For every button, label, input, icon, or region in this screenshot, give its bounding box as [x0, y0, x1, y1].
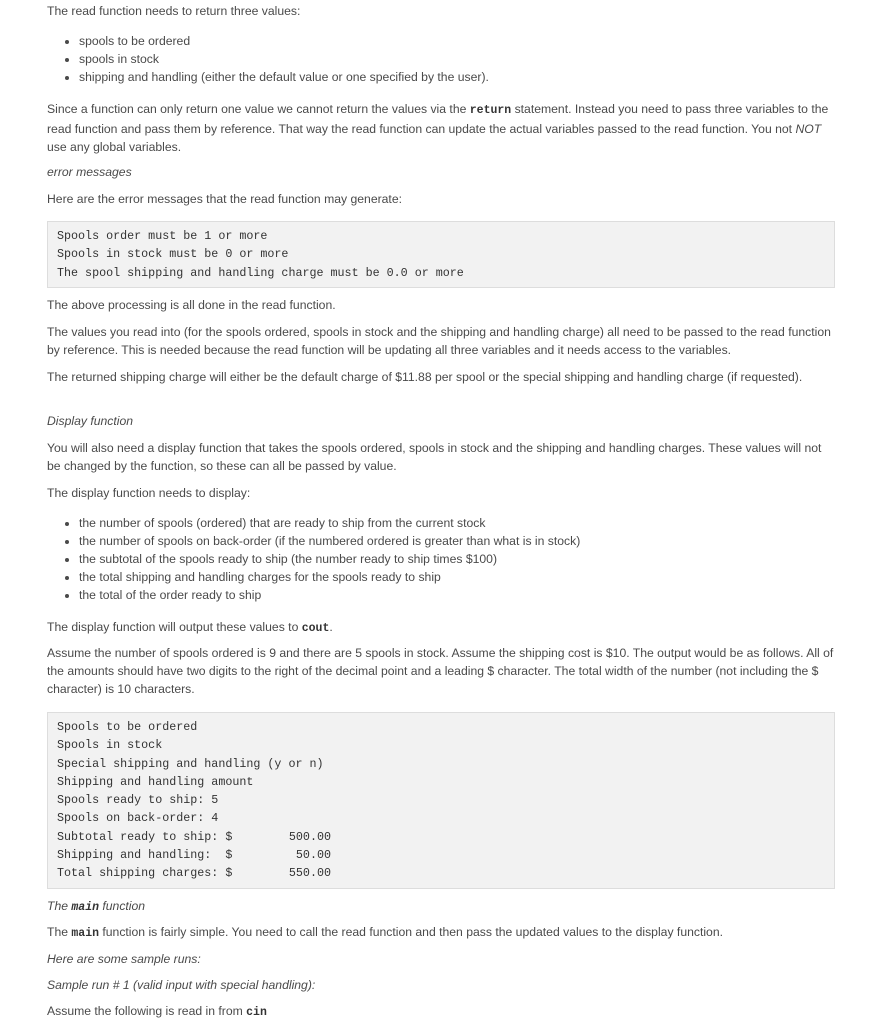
code-line: The spool shipping and handling charge must be 0.0 or more: [57, 265, 464, 280]
amount-value: 550.00: [288, 866, 331, 881]
code-line: Special shipping and handling (y or n): [57, 756, 324, 771]
error-messages-code: [47, 221, 835, 288]
list-item: • spools to be ordered: [79, 32, 489, 50]
amount-line: [57, 846, 825, 864]
sample-run-1-heading: Sample run # 1 (valid input with special handling):: [47, 978, 316, 992]
error-intro: Here are the error messages that the read function may generate:: [47, 192, 402, 206]
assume-paragraph: Assume the number of spools ordered is 9 and there are 5 spools in stock. Assume the shipping cost is $10. The output would be as follows. All of the amounts should have two digits to the right of the decimal point and a leading $ character. The total width of the number (not including the $ character) is 10 characters.: [47, 646, 834, 696]
code-line: Spools in stock: [57, 738, 163, 753]
sample-runs-heading: Here are some sample runs:: [47, 952, 201, 966]
code-line: Spools on back-order: 4: [57, 811, 219, 826]
main-paragraph: The main function is fairly simple. You need to call the read function and then pass the updated values to the display function.: [47, 925, 724, 940]
above-processing: The above processing is all done in the read function.: [47, 298, 336, 312]
amount-line: [57, 864, 825, 882]
amount-label: Total shipping charges: $: [57, 866, 233, 881]
return-keyword: return: [469, 104, 512, 117]
intro-text: The read function needs to return three values:: [47, 4, 301, 18]
main-keyword: main: [71, 927, 99, 940]
main-heading: The main function: [47, 899, 146, 914]
not-emphasis: NOT: [795, 122, 822, 136]
cout-keyword: cout: [301, 622, 330, 635]
display-heading: Display function: [47, 414, 134, 428]
list-item: • the number of spools (ordered) that are ready to ship from the current stock: [79, 514, 580, 532]
main-keyword: main: [71, 901, 99, 914]
amount-value: 50.00: [295, 848, 331, 863]
amount-line: [57, 828, 825, 846]
code-line: Spools ready to ship: 5: [57, 793, 219, 808]
code-line: Shipping and handling amount: [57, 774, 254, 789]
display-needs-to: The display function needs to display:: [47, 486, 251, 500]
list-item: • the subtotal of the spools ready to ship (the number ready to ship times $100): [79, 550, 580, 568]
display-items-list: [47, 514, 580, 604]
list-item: • the number of spools on back-order (if the numbered ordered is greater than what is in stock): [79, 532, 580, 550]
output-paragraph: The display function will output these values to cout.: [47, 620, 333, 635]
amount-label: Shipping and handling: $: [57, 848, 233, 863]
display-need-paragraph: You will also need a display function that takes the spools ordered, spools in stock and the shipping and handling charges. These values will not be changed by the function, so these can all be passed by value.: [47, 441, 822, 473]
list-item: • spools in stock: [79, 50, 489, 68]
list-item: • shipping and handling (either the default value or one specified by the user).: [79, 68, 489, 86]
since-paragraph: Since a function can only return one value we cannot return the values via the return statement. Instead you need to pass three variables to the read function and pass them by reference. That way the read function can update the actual variables passed to the read function. You not NOT use any global variables.: [47, 102, 829, 154]
returned-charge-paragraph: The returned shipping charge will either be the default charge of $11.88 per spool or the special shipping and handling charge (if requested).: [47, 370, 803, 384]
code-line: Spools order must be 1 or more: [57, 229, 268, 243]
error-heading: error messages: [47, 165, 132, 179]
values-read-paragraph: The values you read into (for the spools ordered, spools in stock and the shipping and handling charge) all need to be passed to the read function by reference. This is needed because the read function will be updating all three variables and it needs access to the variables.: [47, 325, 831, 357]
assume-read-paragraph: Assume the following is read in from cin: [47, 1004, 267, 1019]
return-values-list: [47, 32, 489, 86]
code-line: Spools in stock must be 0 or more: [57, 247, 289, 262]
amount-value: 500.00: [288, 829, 331, 844]
cin-keyword: cin: [246, 1006, 267, 1019]
sample-output-code: [47, 712, 835, 889]
list-item: • the total shipping and handling charges for the spools ready to ship: [79, 568, 580, 586]
list-item: • the total of the order ready to ship: [79, 586, 580, 604]
amount-label: Subtotal ready to ship: $: [57, 829, 233, 844]
code-line: Spools to be ordered: [57, 720, 198, 734]
